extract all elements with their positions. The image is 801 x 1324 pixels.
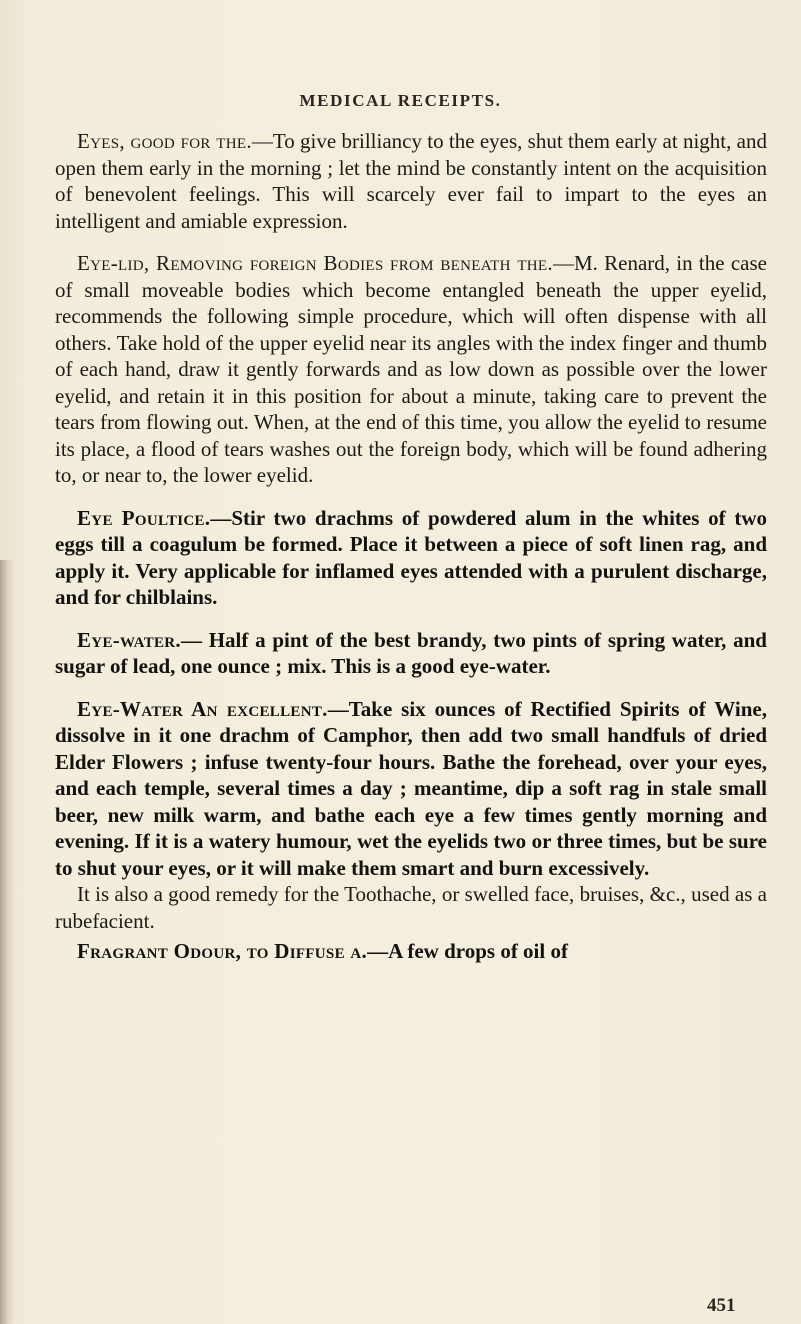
running-head: MEDICAL RECEIPTS. — [299, 91, 502, 110]
entry-eye-water-excellent — [55, 696, 767, 882]
entry-heading: Eye-Water An excellent. — [77, 696, 328, 721]
entry-text: —To give brilliancy to the eyes, shut them early at night, and open them early in the morning ; let the mind be constantly intent on the acquisition of benevolent feelings. This will scarcely ever fail to impart to the eyes an intelligent and amiable expression. — [55, 129, 767, 233]
entry-heading: Eye-water. — [77, 627, 181, 652]
entry-heading: Eye-lid, Removing foreign Bodies from beneath the. — [77, 251, 553, 275]
entry-heading: Eye Poultice. — [77, 505, 211, 530]
entry-eye-poultice — [55, 505, 767, 611]
page-gutter-shadow — [0, 560, 14, 1324]
entry-eye-water — [55, 627, 767, 680]
entry-text: —M. Renard, in the case of small moveable bodies which become entangled beneath the upper eyelid, recommends the following simple procedure, which will often dispense with all others. Take hold of the upper eyelid near its angles with the index finger and thumb of each hand, draw it gently forwards and as low down as possible over the lower eyelid, and retain it in this position for about a minute, taking care to prevent the tears from flowing out. When, at the end of this time, you allow the eyelid to resume its place, a flood of tears washes out the foreign body, which will be found adhering to, or near to, the lower eyelid. — [55, 251, 767, 487]
entry-text: —A few drops of oil of — [367, 939, 568, 963]
entry-text: — Half a pint of the best brandy, two pints of spring water, and sugar of lead, one ounce ; mix. This is a good eye-water. — [55, 627, 767, 678]
page-body — [55, 128, 767, 965]
entry-heading: Eyes, good for the. — [77, 129, 252, 153]
entry-eye-lid-foreign-bodies — [55, 250, 767, 489]
entry-heading: Fragrant Odour, to Diffuse a. — [77, 939, 368, 963]
entry-fragrant-odour — [55, 938, 767, 965]
entry-text: —Take six ounces of Rectified Spirits of Wine, dissolve in it one drachm of Camphor, then add two small handfuls of dried Elder Flowers ; infuse twenty-four hours. Bathe the forehead, over your eyes, and each temple, several times a day ; meantime, dip a soft rag in stale small beer, new milk warm, and bathe each eye a few times gently morning and evening. If it is a watery humour, wet the eyelids two or three times, but be sure to shut your eyes, or it will make them smart and burn excessively. — [55, 696, 767, 880]
entry-eyes-good-for — [55, 128, 767, 234]
page-number: 451 — [707, 1295, 736, 1316]
entry-eye-water-continuation: It is also a good remedy for the Toothache, or swelled face, bruises, &c., used as a rubefacient. — [55, 882, 767, 933]
entry-text: —Stir two drachms of powdered alum in the whites of two eggs till a coagulum be formed. Place it between a piece of soft linen rag, and apply it. Very applicable for inflamed eyes attended with a purulent discharge, and for chilblains. — [55, 505, 767, 609]
